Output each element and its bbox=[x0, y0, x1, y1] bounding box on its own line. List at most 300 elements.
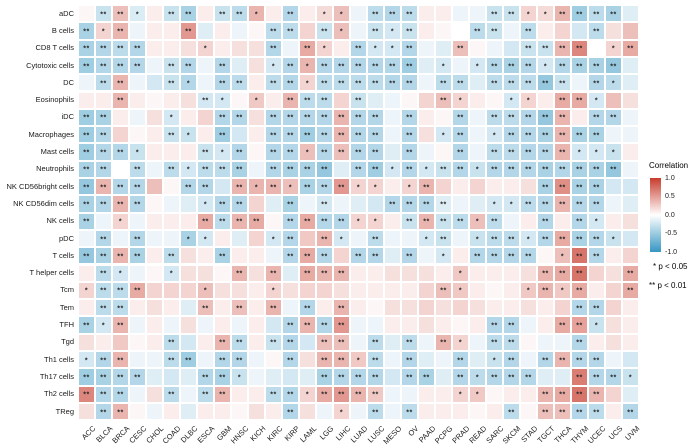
significance-stars: ** bbox=[372, 132, 379, 140]
heatmap-cell bbox=[197, 351, 214, 368]
heatmap-cell bbox=[588, 247, 605, 264]
heatmap-cell bbox=[316, 74, 333, 91]
heatmap-cell bbox=[299, 161, 316, 178]
heatmap-cell bbox=[384, 368, 401, 385]
significance-stars: ** bbox=[593, 374, 600, 382]
heatmap-cell bbox=[112, 57, 129, 74]
significance-stars: * bbox=[441, 132, 446, 140]
heatmap-cell bbox=[605, 178, 622, 195]
heatmap-cell bbox=[418, 386, 435, 403]
heatmap-cell bbox=[418, 126, 435, 143]
heatmap-cell bbox=[486, 368, 503, 385]
heatmap-cell bbox=[129, 5, 146, 22]
significance-stars: ** bbox=[576, 409, 583, 417]
heatmap-cell bbox=[537, 213, 554, 230]
significance-stars: ** bbox=[117, 149, 124, 157]
heatmap-cell bbox=[554, 74, 571, 91]
heatmap-cell bbox=[248, 143, 265, 160]
significance-stars: ** bbox=[559, 409, 566, 417]
significance-stars: ** bbox=[372, 236, 379, 244]
heatmap-cell bbox=[197, 195, 214, 212]
significance-stars: * bbox=[458, 339, 463, 347]
significance-stars: ** bbox=[100, 357, 107, 365]
heatmap-cell bbox=[78, 230, 95, 247]
heatmap-cell bbox=[350, 74, 367, 91]
heatmap-cell bbox=[95, 92, 112, 109]
significance-stars: ** bbox=[304, 184, 311, 192]
heatmap-cell bbox=[452, 161, 469, 178]
heatmap-cell bbox=[282, 299, 299, 316]
heatmap-cell bbox=[78, 40, 95, 57]
heatmap-cell bbox=[537, 143, 554, 160]
significance-stars: ** bbox=[576, 201, 583, 209]
significance-stars: ** bbox=[491, 339, 498, 347]
heatmap-cell bbox=[231, 178, 248, 195]
heatmap-cell bbox=[350, 126, 367, 143]
heatmap-cell bbox=[214, 126, 231, 143]
significance-stars: ** bbox=[134, 184, 141, 192]
significance-stars: ** bbox=[389, 201, 396, 209]
heatmap-cell bbox=[95, 368, 112, 385]
heatmap-cell bbox=[299, 368, 316, 385]
heatmap-cell bbox=[503, 40, 520, 57]
heatmap-cell bbox=[180, 5, 197, 22]
significance-stars: ** bbox=[83, 28, 90, 36]
significance-stars: * bbox=[594, 149, 599, 157]
significance-stars: ** bbox=[457, 357, 464, 365]
heatmap-cell bbox=[146, 5, 163, 22]
heatmap-cell bbox=[486, 126, 503, 143]
heatmap-cell bbox=[129, 386, 146, 403]
significance-stars: ** bbox=[287, 11, 294, 19]
significance-stars: ** bbox=[610, 114, 617, 122]
heatmap-cell bbox=[333, 161, 350, 178]
heatmap-cell bbox=[78, 403, 95, 420]
heatmap-cell bbox=[146, 92, 163, 109]
heatmap-cell bbox=[197, 22, 214, 39]
significance-stars: ** bbox=[304, 253, 311, 261]
significance-stars: ** bbox=[236, 184, 243, 192]
significance-stars: ** bbox=[202, 184, 209, 192]
heatmap-cell bbox=[129, 334, 146, 351]
heatmap-cell bbox=[299, 74, 316, 91]
significance-stars: * bbox=[288, 184, 293, 192]
heatmap-cell bbox=[384, 195, 401, 212]
significance-stars: ** bbox=[168, 63, 175, 71]
heatmap-cell bbox=[333, 351, 350, 368]
significance-stars: ** bbox=[304, 305, 311, 313]
significance-stars: ** bbox=[100, 11, 107, 19]
row-label: iDC bbox=[61, 112, 74, 122]
significance-stars: ** bbox=[559, 45, 566, 53]
heatmap-cell bbox=[146, 57, 163, 74]
heatmap-cell bbox=[401, 57, 418, 74]
heatmap-cell bbox=[350, 57, 367, 74]
significance-stars: ** bbox=[338, 357, 345, 365]
significance-stars: ** bbox=[338, 114, 345, 122]
significance-stars: ** bbox=[508, 149, 515, 157]
heatmap-cell bbox=[333, 282, 350, 299]
heatmap-cell bbox=[214, 5, 231, 22]
significance-stars: * bbox=[407, 184, 412, 192]
column-label: STAD bbox=[518, 424, 540, 445]
heatmap-cell bbox=[503, 109, 520, 126]
significance-stars: * bbox=[611, 149, 616, 157]
heatmap-cell bbox=[571, 265, 588, 282]
significance-stars: ** bbox=[100, 201, 107, 209]
heatmap-cell bbox=[231, 57, 248, 74]
heatmap-cell bbox=[452, 351, 469, 368]
heatmap-cell bbox=[163, 368, 180, 385]
heatmap-cell bbox=[520, 230, 537, 247]
heatmap-cell bbox=[520, 368, 537, 385]
row-label: aDC bbox=[58, 8, 74, 18]
significance-stars: ** bbox=[559, 11, 566, 19]
heatmap-cell bbox=[197, 230, 214, 247]
significance-stars: ** bbox=[593, 166, 600, 174]
significance-stars: ** bbox=[321, 80, 328, 88]
significance-stars: * bbox=[475, 63, 480, 71]
heatmap-cell bbox=[95, 40, 112, 57]
significance-stars: ** bbox=[389, 80, 396, 88]
heatmap-cell bbox=[95, 57, 112, 74]
heatmap-cell bbox=[299, 126, 316, 143]
heatmap-cell bbox=[503, 282, 520, 299]
correlation-colorbar bbox=[650, 178, 661, 252]
heatmap-cell bbox=[554, 368, 571, 385]
heatmap-cell bbox=[112, 74, 129, 91]
heatmap-cell bbox=[520, 74, 537, 91]
heatmap-cell bbox=[112, 403, 129, 420]
significance-stars: * bbox=[186, 132, 191, 140]
significance-stars: * bbox=[186, 236, 191, 244]
significance-stars: ** bbox=[287, 132, 294, 140]
heatmap-cell bbox=[163, 109, 180, 126]
heatmap-cell bbox=[197, 316, 214, 333]
heatmap-cell bbox=[571, 5, 588, 22]
significance-stars: ** bbox=[117, 45, 124, 53]
significance-stars: ** bbox=[457, 218, 464, 226]
heatmap-cell bbox=[401, 74, 418, 91]
column-label: PRAD bbox=[450, 424, 472, 446]
significance-stars: ** bbox=[134, 236, 141, 244]
significance-stars: ** bbox=[321, 166, 328, 174]
significance-stars: ** bbox=[185, 357, 192, 365]
heatmap-cell bbox=[95, 299, 112, 316]
significance-stars: ** bbox=[100, 287, 107, 295]
significance-stars: ** bbox=[236, 80, 243, 88]
heatmap-cell bbox=[503, 143, 520, 160]
heatmap-cell bbox=[350, 386, 367, 403]
heatmap-cell bbox=[248, 351, 265, 368]
significance-stars: ** bbox=[338, 80, 345, 88]
significance-stars: ** bbox=[508, 132, 515, 140]
significance-stars: ** bbox=[627, 45, 634, 53]
significance-stars: ** bbox=[304, 218, 311, 226]
heatmap-cell bbox=[554, 109, 571, 126]
significance-stars: ** bbox=[610, 374, 617, 382]
heatmap-cell bbox=[367, 265, 384, 282]
significance-stars: ** bbox=[134, 63, 141, 71]
heatmap-cell bbox=[350, 368, 367, 385]
significance-stars: ** bbox=[593, 114, 600, 122]
heatmap-cell bbox=[197, 161, 214, 178]
heatmap-cell bbox=[486, 92, 503, 109]
significance-stars: * bbox=[458, 270, 463, 278]
heatmap-cell bbox=[486, 403, 503, 420]
heatmap-cell bbox=[265, 230, 282, 247]
significance-stars: ** bbox=[593, 236, 600, 244]
heatmap-cell bbox=[435, 74, 452, 91]
heatmap-cell bbox=[486, 351, 503, 368]
heatmap-cell bbox=[180, 143, 197, 160]
heatmap-cell bbox=[214, 109, 231, 126]
heatmap-cell bbox=[452, 40, 469, 57]
row-label: CD8 T cells bbox=[35, 43, 74, 53]
significance-stars: * bbox=[101, 322, 106, 330]
heatmap-cell bbox=[435, 143, 452, 160]
column-label: PCPG bbox=[432, 424, 455, 446]
significance-stars: ** bbox=[406, 80, 413, 88]
heatmap-cell bbox=[112, 109, 129, 126]
heatmap-cell bbox=[180, 74, 197, 91]
heatmap-cell bbox=[350, 316, 367, 333]
significance-stars: ** bbox=[236, 166, 243, 174]
significance-stars: ** bbox=[287, 218, 294, 226]
significance-stars: ** bbox=[440, 201, 447, 209]
significance-stars: * bbox=[390, 28, 395, 36]
heatmap-cell bbox=[486, 299, 503, 316]
heatmap-cell bbox=[418, 213, 435, 230]
significance-stars: ** bbox=[168, 132, 175, 140]
heatmap-cell bbox=[78, 351, 95, 368]
heatmap-cell bbox=[248, 92, 265, 109]
heatmap-cell bbox=[180, 109, 197, 126]
heatmap-cell bbox=[537, 230, 554, 247]
significance-stars: ** bbox=[440, 218, 447, 226]
heatmap-cell bbox=[214, 161, 231, 178]
heatmap-cell bbox=[129, 368, 146, 385]
heatmap-cell bbox=[605, 230, 622, 247]
heatmap-cell bbox=[554, 299, 571, 316]
heatmap-cell bbox=[316, 334, 333, 351]
heatmap-cell bbox=[299, 22, 316, 39]
significance-stars: ** bbox=[270, 391, 277, 399]
significance-stars: * bbox=[492, 201, 497, 209]
heatmap-cell bbox=[588, 282, 605, 299]
heatmap-cell bbox=[384, 178, 401, 195]
heatmap-cell bbox=[214, 299, 231, 316]
column-label: KICH bbox=[248, 424, 268, 444]
significance-stars: ** bbox=[525, 132, 532, 140]
heatmap-cell bbox=[265, 57, 282, 74]
heatmap-cell bbox=[333, 299, 350, 316]
significance-stars: * bbox=[560, 253, 565, 261]
heatmap-cell bbox=[112, 247, 129, 264]
heatmap-cell bbox=[129, 403, 146, 420]
heatmap-cell bbox=[214, 40, 231, 57]
heatmap-cell bbox=[469, 40, 486, 57]
heatmap-cell bbox=[231, 22, 248, 39]
heatmap-cell bbox=[265, 368, 282, 385]
column-label: SARC bbox=[484, 424, 506, 446]
column-label: CHOL bbox=[144, 424, 166, 446]
heatmap-cell bbox=[469, 230, 486, 247]
heatmap-cell bbox=[503, 386, 520, 403]
heatmap-cell bbox=[180, 247, 197, 264]
significance-stars: * bbox=[611, 80, 616, 88]
significance-stars: * bbox=[390, 166, 395, 174]
significance-stars: ** bbox=[219, 80, 226, 88]
heatmap-cell bbox=[265, 109, 282, 126]
significance-stars: ** bbox=[610, 11, 617, 19]
heatmap-cell bbox=[605, 316, 622, 333]
heatmap-cell bbox=[350, 143, 367, 160]
significance-stars: ** bbox=[372, 357, 379, 365]
significance-stars: ** bbox=[236, 339, 243, 347]
heatmap-cell bbox=[588, 195, 605, 212]
significance-stars: ** bbox=[338, 339, 345, 347]
significance-stars: ** bbox=[202, 166, 209, 174]
significance-stars: * bbox=[271, 236, 276, 244]
heatmap-cell bbox=[401, 334, 418, 351]
heatmap-cell bbox=[231, 351, 248, 368]
significance-stars: ** bbox=[287, 80, 294, 88]
significance-stars: ** bbox=[253, 218, 260, 226]
heatmap-cell bbox=[367, 334, 384, 351]
heatmap-cell bbox=[554, 403, 571, 420]
significance-stars: * bbox=[458, 97, 463, 105]
heatmap-cell bbox=[588, 368, 605, 385]
significance-stars: ** bbox=[100, 184, 107, 192]
significance-stars: * bbox=[186, 80, 191, 88]
significance-stars: * bbox=[186, 166, 191, 174]
heatmap-cell bbox=[282, 126, 299, 143]
significance-stars: ** bbox=[83, 166, 90, 174]
heatmap-cell bbox=[469, 282, 486, 299]
significance-stars: * bbox=[84, 357, 89, 365]
heatmap-cell bbox=[350, 334, 367, 351]
heatmap-cell bbox=[112, 22, 129, 39]
significance-stars: ** bbox=[100, 374, 107, 382]
heatmap-cell bbox=[554, 5, 571, 22]
heatmap-cell bbox=[180, 178, 197, 195]
significance-stars: ** bbox=[576, 322, 583, 330]
heatmap-cell bbox=[333, 230, 350, 247]
significance-stars: ** bbox=[542, 184, 549, 192]
heatmap-cell bbox=[571, 74, 588, 91]
column-label: BLCA bbox=[93, 424, 115, 445]
heatmap-cell bbox=[435, 316, 452, 333]
significance-stars: ** bbox=[83, 184, 90, 192]
significance-stars: ** bbox=[593, 80, 600, 88]
significance-stars: ** bbox=[593, 184, 600, 192]
significance-stars: ** bbox=[338, 184, 345, 192]
significance-stars: ** bbox=[134, 374, 141, 382]
heatmap-cell bbox=[537, 40, 554, 57]
significance-stars: * bbox=[254, 184, 259, 192]
significance-stars: ** bbox=[117, 11, 124, 19]
heatmap-cell bbox=[95, 126, 112, 143]
heatmap-cell bbox=[571, 57, 588, 74]
heatmap-cell bbox=[418, 74, 435, 91]
significance-stars: ** bbox=[100, 132, 107, 140]
significance-stars: ** bbox=[542, 166, 549, 174]
heatmap-cell bbox=[78, 247, 95, 264]
heatmap-cell bbox=[180, 161, 197, 178]
heatmap-cell bbox=[299, 109, 316, 126]
heatmap-cell bbox=[214, 57, 231, 74]
heatmap-cell bbox=[401, 213, 418, 230]
heatmap-cell bbox=[95, 386, 112, 403]
row-label: Tcm bbox=[60, 285, 74, 295]
heatmap-cell bbox=[350, 247, 367, 264]
significance-stars: ** bbox=[185, 63, 192, 71]
significance-stars: ** bbox=[440, 80, 447, 88]
heatmap-cell bbox=[469, 247, 486, 264]
heatmap-cell bbox=[333, 109, 350, 126]
heatmap-cell bbox=[384, 265, 401, 282]
heatmap-cell bbox=[214, 282, 231, 299]
heatmap-cell bbox=[605, 247, 622, 264]
heatmap-cell bbox=[469, 74, 486, 91]
heatmap-cell bbox=[129, 351, 146, 368]
heatmap-cell bbox=[554, 22, 571, 39]
heatmap-cell bbox=[163, 386, 180, 403]
heatmap-cell bbox=[146, 265, 163, 282]
heatmap-cell bbox=[435, 40, 452, 57]
significance-stars: ** bbox=[287, 201, 294, 209]
heatmap-cell bbox=[605, 403, 622, 420]
significance-stars: ** bbox=[508, 253, 515, 261]
heatmap-cell bbox=[350, 40, 367, 57]
heatmap-cell bbox=[384, 126, 401, 143]
significance-stars: ** bbox=[202, 374, 209, 382]
significance-stars: ** bbox=[117, 409, 124, 417]
significance-stars: * bbox=[424, 236, 429, 244]
heatmap-cell bbox=[520, 178, 537, 195]
heatmap-cell bbox=[146, 282, 163, 299]
significance-stars: * bbox=[458, 287, 463, 295]
heatmap-cell bbox=[367, 195, 384, 212]
heatmap-cell bbox=[129, 40, 146, 57]
significance-stars: ** bbox=[185, 184, 192, 192]
heatmap-cell bbox=[452, 265, 469, 282]
heatmap-cell bbox=[401, 109, 418, 126]
heatmap-cell bbox=[418, 230, 435, 247]
heatmap-cell bbox=[163, 5, 180, 22]
heatmap-cell bbox=[265, 299, 282, 316]
heatmap-cell bbox=[112, 195, 129, 212]
heatmap-cell bbox=[231, 126, 248, 143]
heatmap-cell bbox=[333, 92, 350, 109]
significance-stars: ** bbox=[457, 80, 464, 88]
row-label: B cells bbox=[51, 25, 74, 35]
heatmap-cell bbox=[95, 230, 112, 247]
significance-stars: ** bbox=[406, 132, 413, 140]
heatmap-cell bbox=[486, 109, 503, 126]
colorbar-tick-label: 0.5 bbox=[665, 193, 675, 200]
heatmap-cell bbox=[197, 178, 214, 195]
significance-stars: ** bbox=[134, 201, 141, 209]
significance-stars: ** bbox=[423, 374, 430, 382]
heatmap-cell bbox=[333, 213, 350, 230]
heatmap-cell bbox=[503, 403, 520, 420]
significance-stars: ** bbox=[83, 132, 90, 140]
heatmap-cell bbox=[571, 195, 588, 212]
significance-stars: ** bbox=[287, 391, 294, 399]
heatmap-cell bbox=[316, 143, 333, 160]
